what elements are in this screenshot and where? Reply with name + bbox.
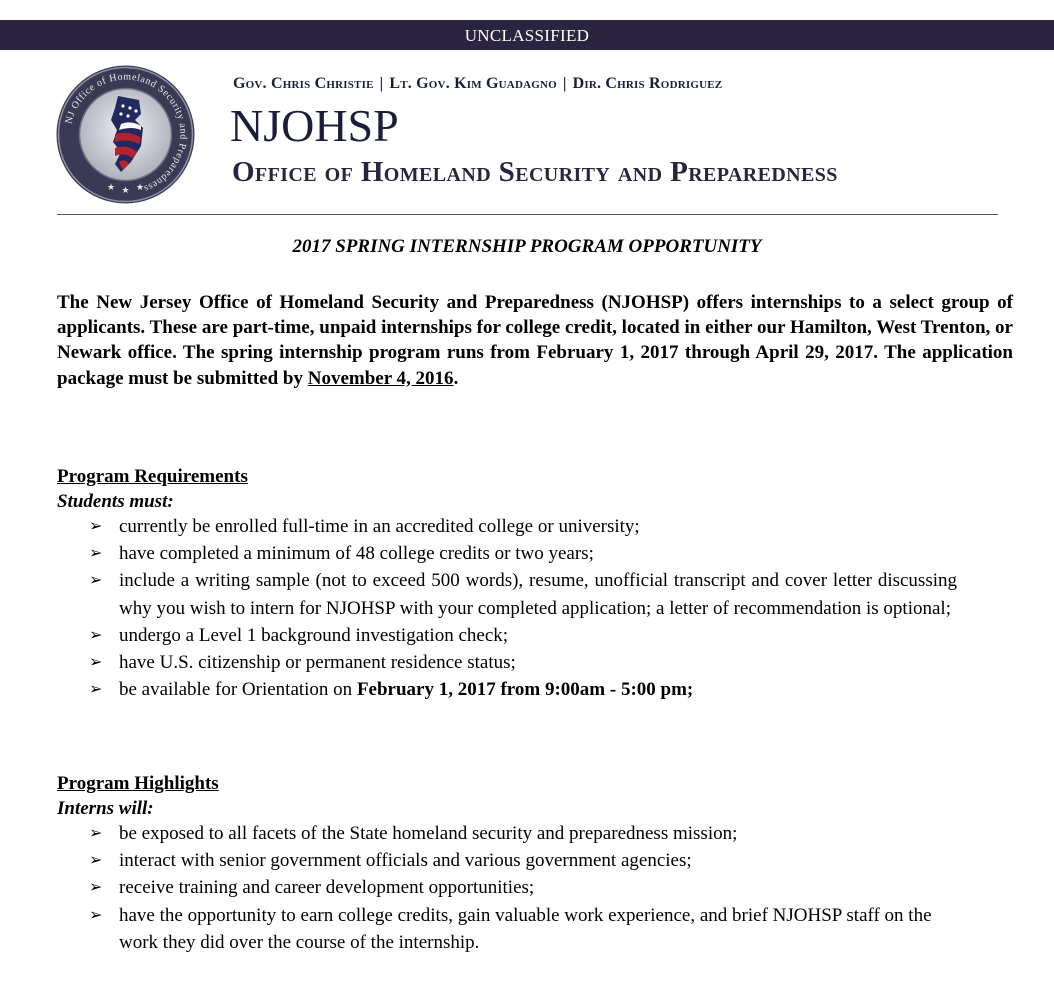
arrow-bullet-icon: ➢	[89, 654, 103, 672]
official-governor: Gov. Chris Christie	[233, 75, 374, 92]
list-item-text: include a writing sample (not to exceed 500 words), resume, unofficial transcript and cover letter discussing why you wish to intern for NJOHSP with your completed application; a letter of recommendation is optional;	[119, 570, 957, 619]
official-separator: |	[562, 75, 567, 92]
list-item-text: have the opportunity to earn college credits, gain valuable work experience, and brief NJOHSP staff on the work they did over the course of the internship.	[119, 904, 932, 953]
arrow-bullet-icon: ➢	[89, 518, 103, 535]
intro-paragraph	[57, 290, 1013, 391]
list-item-text: be exposed to all facets of the State homeland security and preparedness mission;	[119, 823, 738, 844]
arrow-bullet-icon: ➢	[89, 852, 103, 870]
highlights-heading: Program Highlights	[57, 773, 219, 794]
orientation-date: February 1, 2017 from 9:00am - 5:00 pm;	[356, 679, 694, 701]
intro-text: The New Jersey Office of Homeland Security and Preparedness (NJOHSP) offers internships to a select group of applicants. These are part-time, unpaid internships for college credit, located in either our Hamilton, West Trenton, or Newark office. The spring internship program runs from February 1, 2017 through April 29, 2017. The application package must be submitted by	[57, 292, 1013, 389]
arrow-bullet-icon: ➢	[89, 545, 103, 563]
classification-banner: UNCLASSIFIED	[0, 20, 1054, 50]
arrow-bullet-icon: ➢	[89, 825, 103, 842]
arrow-bullet-icon: ➢	[89, 681, 103, 699]
highlights-list	[57, 820, 957, 956]
official-lt-governor: Lt. Gov. Kim Guadagno	[389, 75, 557, 92]
highlights-subheading: Interns will:	[57, 798, 154, 819]
list-item	[57, 676, 957, 703]
list-item-text: have U.S. citizenship or permanent residence status;	[119, 652, 516, 674]
list-item	[57, 847, 957, 874]
document-title: 2017 SPRING INTERNSHIP PROGRAM OPPORTUNITY	[292, 236, 762, 257]
svg-text:★: ★	[135, 183, 145, 193]
list-item	[57, 820, 957, 847]
list-item-text: interact with senior government officials and various government agencies;	[119, 850, 692, 872]
list-item	[57, 874, 957, 901]
official-separator: |	[379, 75, 384, 92]
arrow-bullet-icon: ➢	[89, 572, 103, 590]
svg-text:★: ★	[106, 183, 116, 193]
njohsp-seal-logo	[55, 64, 196, 205]
svg-text:★: ★	[121, 186, 130, 196]
official-director: Dir. Chris Rodriguez	[572, 75, 723, 92]
officials-line	[233, 75, 722, 93]
list-item	[57, 567, 957, 621]
agency-abbreviation: NJOHSP	[230, 100, 399, 151]
requirements-list	[57, 513, 957, 703]
arrow-bullet-icon: ➢	[89, 879, 103, 897]
intro-period: .	[453, 367, 459, 389]
requirements-heading: Program Requirements	[57, 466, 248, 487]
application-deadline: November 4, 2016	[307, 367, 454, 389]
orientation-text: be available for Orientation on	[119, 679, 357, 701]
agency-full-name: Office of Homeland Security and Preparedness	[232, 156, 838, 188]
list-item	[57, 622, 957, 649]
header-divider	[57, 214, 998, 215]
list-item	[57, 902, 957, 956]
list-item-text: undergo a Level 1 background investigation check;	[119, 624, 509, 646]
list-item	[57, 540, 957, 567]
requirements-subheading: Students must:	[57, 491, 174, 512]
arrow-bullet-icon: ➢	[89, 906, 103, 924]
list-item	[57, 513, 957, 540]
seal-ring-text: NJ Office of Homeland Security and Preparedness	[63, 71, 189, 195]
arrow-bullet-icon: ➢	[89, 626, 103, 644]
list-item-text: receive training and career development opportunities;	[119, 877, 535, 899]
list-item-text: currently be enrolled full-time in an accredited college or university;	[119, 516, 640, 537]
list-item	[57, 649, 957, 676]
list-item-text: have completed a minimum of 48 college credits or two years;	[119, 543, 594, 565]
